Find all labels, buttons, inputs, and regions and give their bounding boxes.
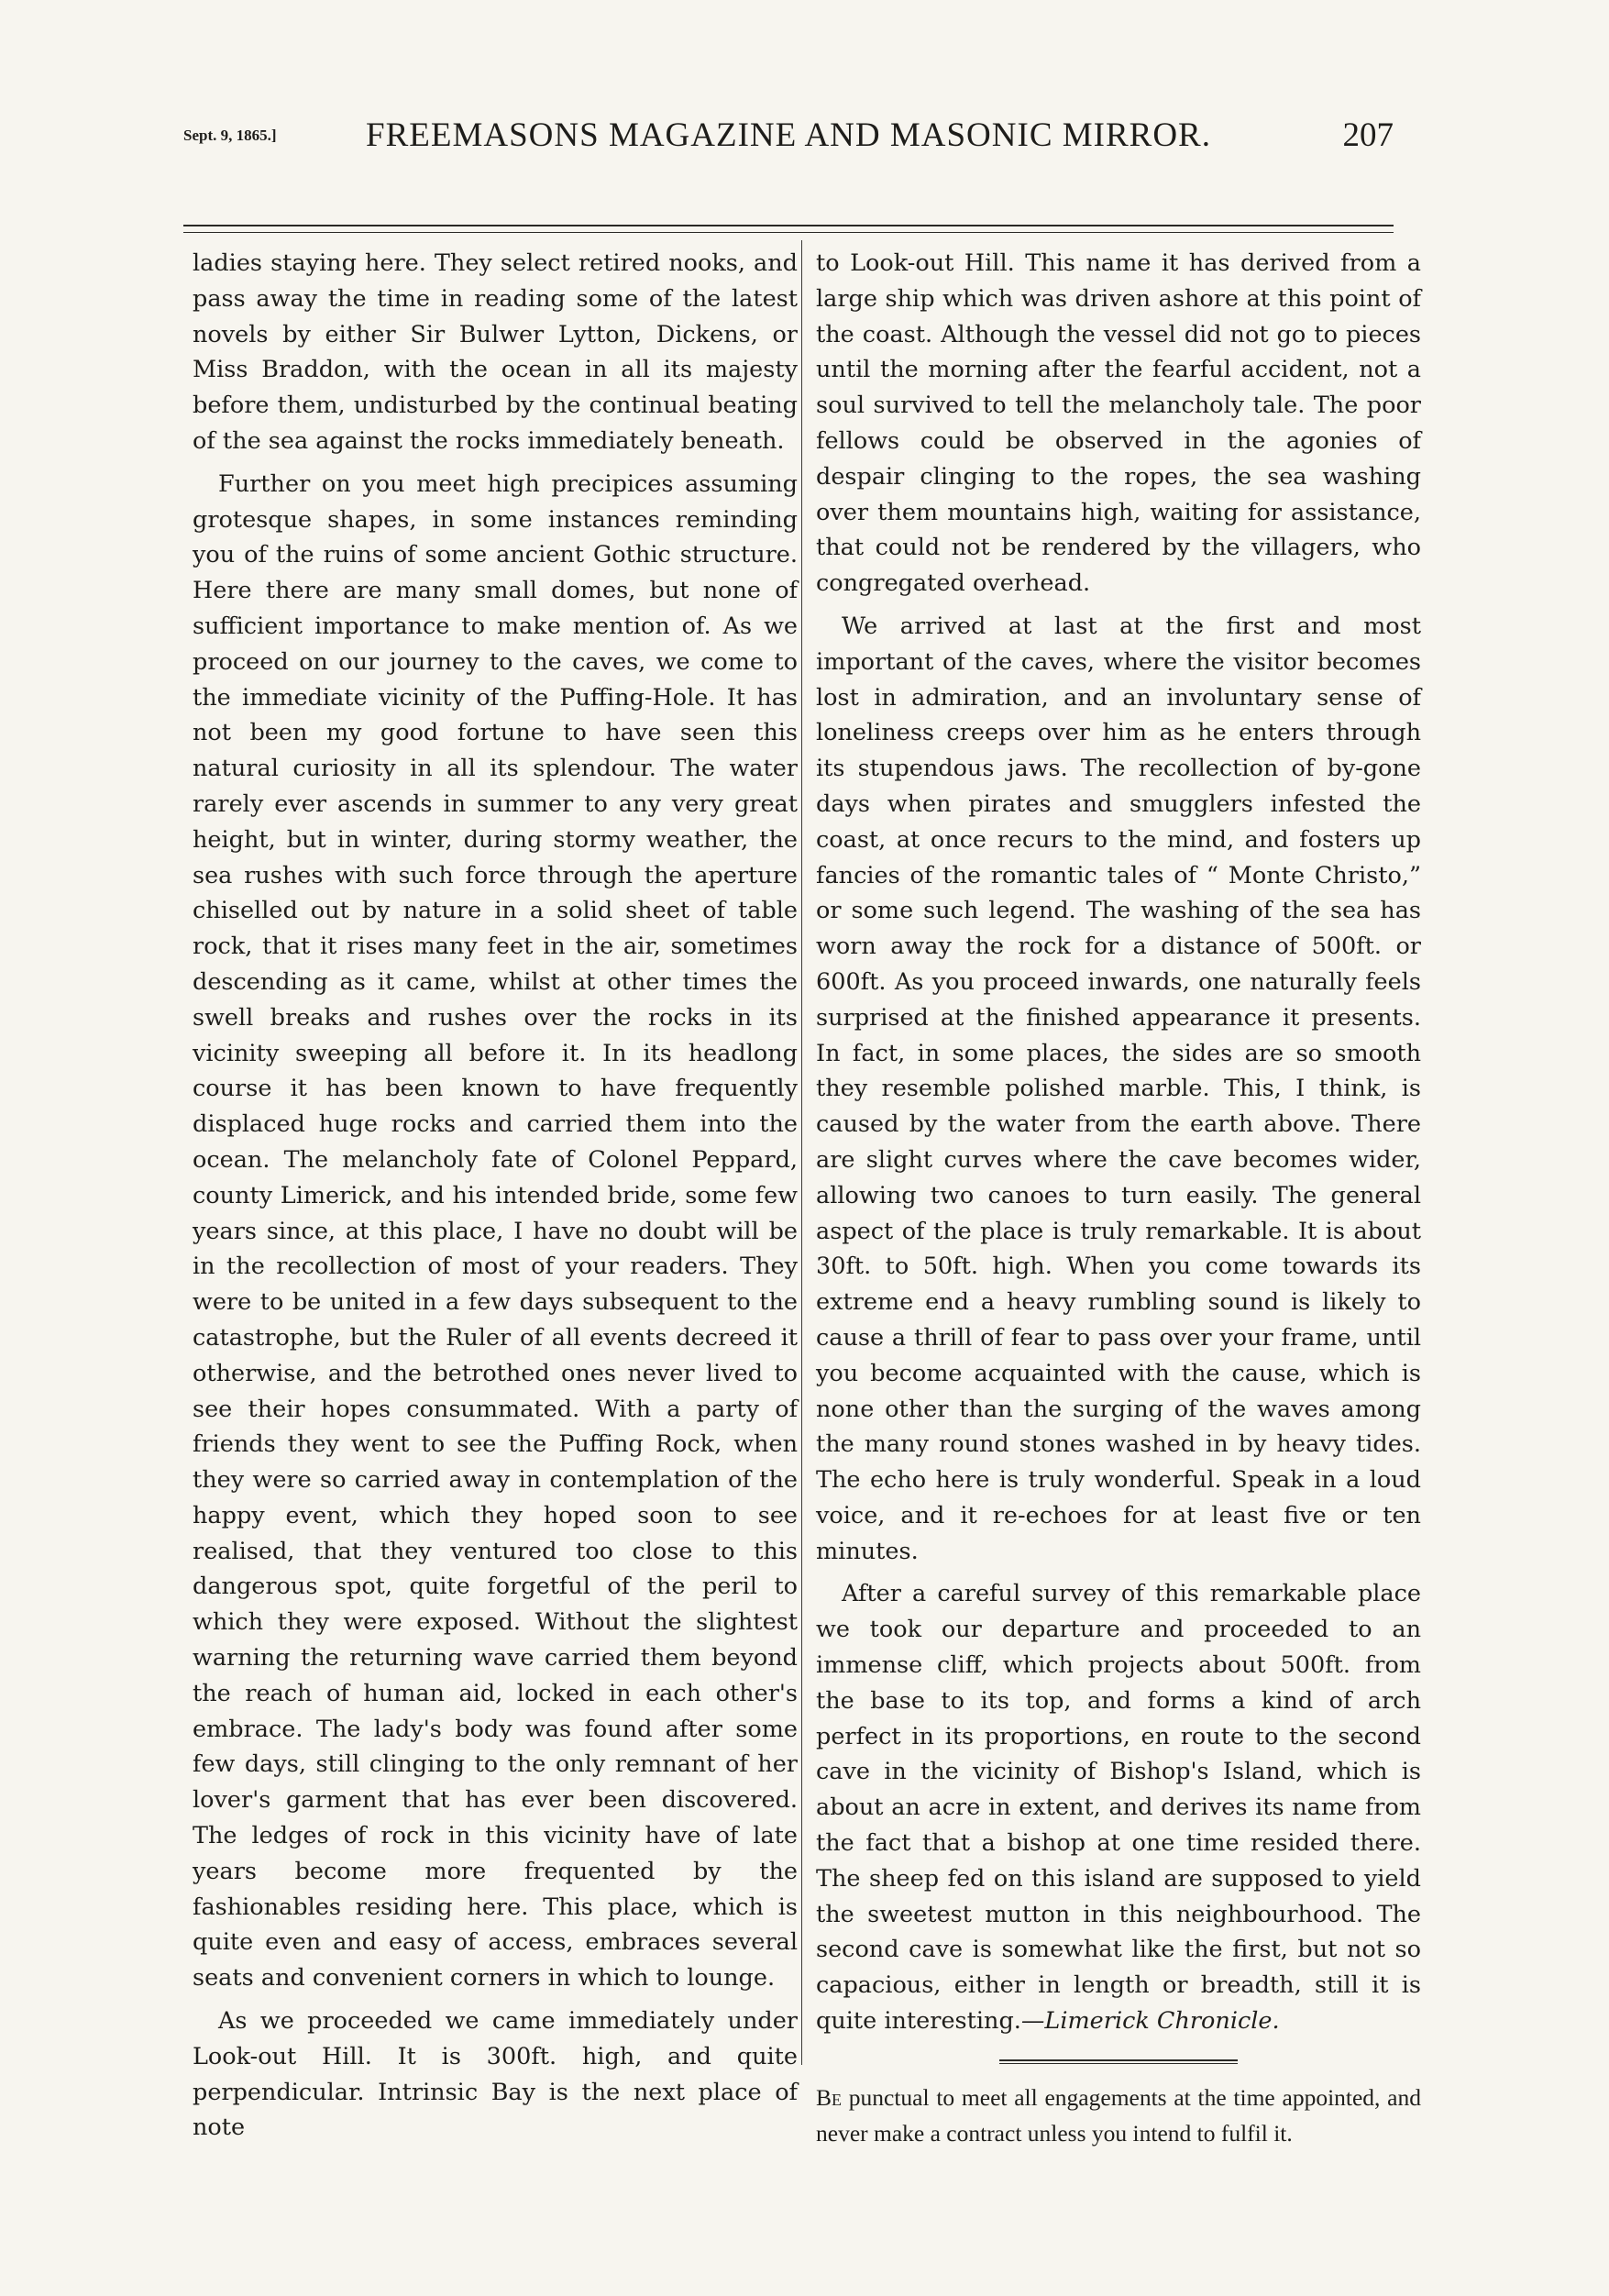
separator-rule-thick [999,2059,1238,2061]
page-number: 207 [1342,116,1394,154]
right-column [816,246,1421,2158]
left-column [193,246,798,2153]
issue-date: Sept. 9, 1865.] [183,127,277,144]
source-attribution: —Limerick Chronicle. [1020,2007,1280,2036]
column-divider [801,240,802,2065]
maxim-lead-word: Be [816,2083,843,2111]
right-paragraph-1: to Look-out Hill. This name it has derived from a large ship which was driven ashore at this point of the coast. Although the vessel did not go to pieces until the morning after the fearful accident, not a soul survived to tell the melancholy tale. The poor fellows could be observed in the agonies of despair clinging to the ropes, the sea washing over them mountains high, waiting for assistance, that could not be rendered by the villagers, who congregated overhead. [816,249,1421,598]
separator-rule-thin [999,2063,1238,2064]
running-header [183,108,1394,163]
maxim-text: punctual to meet all engagements at the time appointed, and never make a contract unless you intend to fulfil it. [816,2083,1421,2147]
header-rule-thick [183,225,1394,226]
right-paragraph-2: We arrived at last at the first and most important of the caves, where the visitor becomes lost in admiration, and an involuntary sense of loneliness creeps over him as he enters through its stupendous jaws. The recollection of by-gone days when pirates and smugglers infested the coast, at once recurs to the mind, and fosters up fancies of the romantic tales of “ Monte Christo,” or some such legend. The washing of the sea has worn away the rock for a distance of 500ft. or 600ft. As you proceed inwards, one naturally feels surprised at the finished appearance it presents. In fact, in some places, the sides are so smooth they resemble polished marble. This, I think, is caused by the water from the earth above. There are slight curves where the cave becomes wider, allowing two canoes to turn easily. The general aspect of the place is truly remarkable. It is about 30ft. to 50ft. high. When you come towards its extreme end a heavy rumbling sound is likely to cause a thrill of fear to pass over your frame, until you become acquainted with the cause, which is none other than the surging of the waves among the many round stones washed in by heavy tides. The echo here is truly wonderful. Speak in a loud voice, and it re-echoes for at least five or ten minutes. [816,612,1421,1565]
left-paragraph-1: ladies staying here. They select retired nooks, and pass away the time in reading some of the latest novels by either Sir Bulwer Lytton, Dickens, or Miss Braddon, with the ocean in all its majesty before them, undisturbed by the continual beating of the sea against the rocks immediately beneath. [193,249,798,455]
right-paragraph-3-text: After a careful survey of this remarkable place we took our departure and proceeded to an immense cliff, which projects about 500ft. from the base to its top, and forms a kind of arch perfect in its proportions, en route to the second cave in the vicinity of Bishop's Island, which is about an acre in extent, and derives its name from the fact that a bishop at one time resided there. The sheep fed on this island are supposed to yield the sweetest mutton in this neighbourhood. The second cave is somewhat like the first, but not so capacious, either in length or breadth, still it is quite interesting. [816,1580,1421,2036]
left-paragraph-2: Further on you meet high precipices assuming grotesque shapes, in some instances reminding you of the ruins of some ancient Gothic structure. Here there are many small domes, but none of sufficient importance to make mention of. As we proceed on our journey to the caves, we come to the immediate vicinity of the Puffing-Hole. It has not been my good fortune to have seen this natural curiosity in all its splendour. The water rarely ever ascends in summer to any very great height, but in winter, during stormy weather, the sea rushes with such force through the aperture chiselled out by nature in a solid sheet of table rock, that it rises many feet in the air, sometimes descending as it came, whilst at other times the swell breaks and rushes over the rocks in its vicinity sweeping all before it. In its headlong course it has been known to have frequently displaced huge rocks and carried them into the ocean. The melancholy fate of Colonel Peppard, county Limerick, and his intended bride, some few years since, at this place, I have no doubt will be in the recollection of most of your readers. They were to be united in a few days subsequent to the catastrophe, but the Ruler of all events decreed it otherwise, and the betrothed ones never lived to see their hopes consummated. With a party of friends they went to see the Puffing Rock, when they were so carried away in contemplation of the happy event, which they hoped soon to see realised, that they ventured too close to this dangerous spot, quite forgetful of the peril to which they were exposed. Without the slightest warning the returning wave carried them beyond the reach of human aid, locked in each other's embrace. The lady's body was found after some few days, still clinging to the only remnant of her lover's garment that has ever been discovered. The ledges of rock in this vicinity have of late years become more frequented by the fashionables residing here. This place, which is quite even and easy of access, embraces several seats and convenient corners in which to lounge. [193,469,798,1992]
header-rule-thin [183,232,1394,233]
publication-title: FREEMASONS MAGAZINE AND MASONIC MIRROR. [366,116,1211,154]
right-paragraph-3 [816,1576,1421,2038]
left-paragraph-3: As we proceeded we came immediately under Look-out Hill. It is 300ft. high, and quite perpendicular. Intrinsic Bay is the next place of note [193,2007,798,2142]
maxim-note [816,2081,1421,2152]
